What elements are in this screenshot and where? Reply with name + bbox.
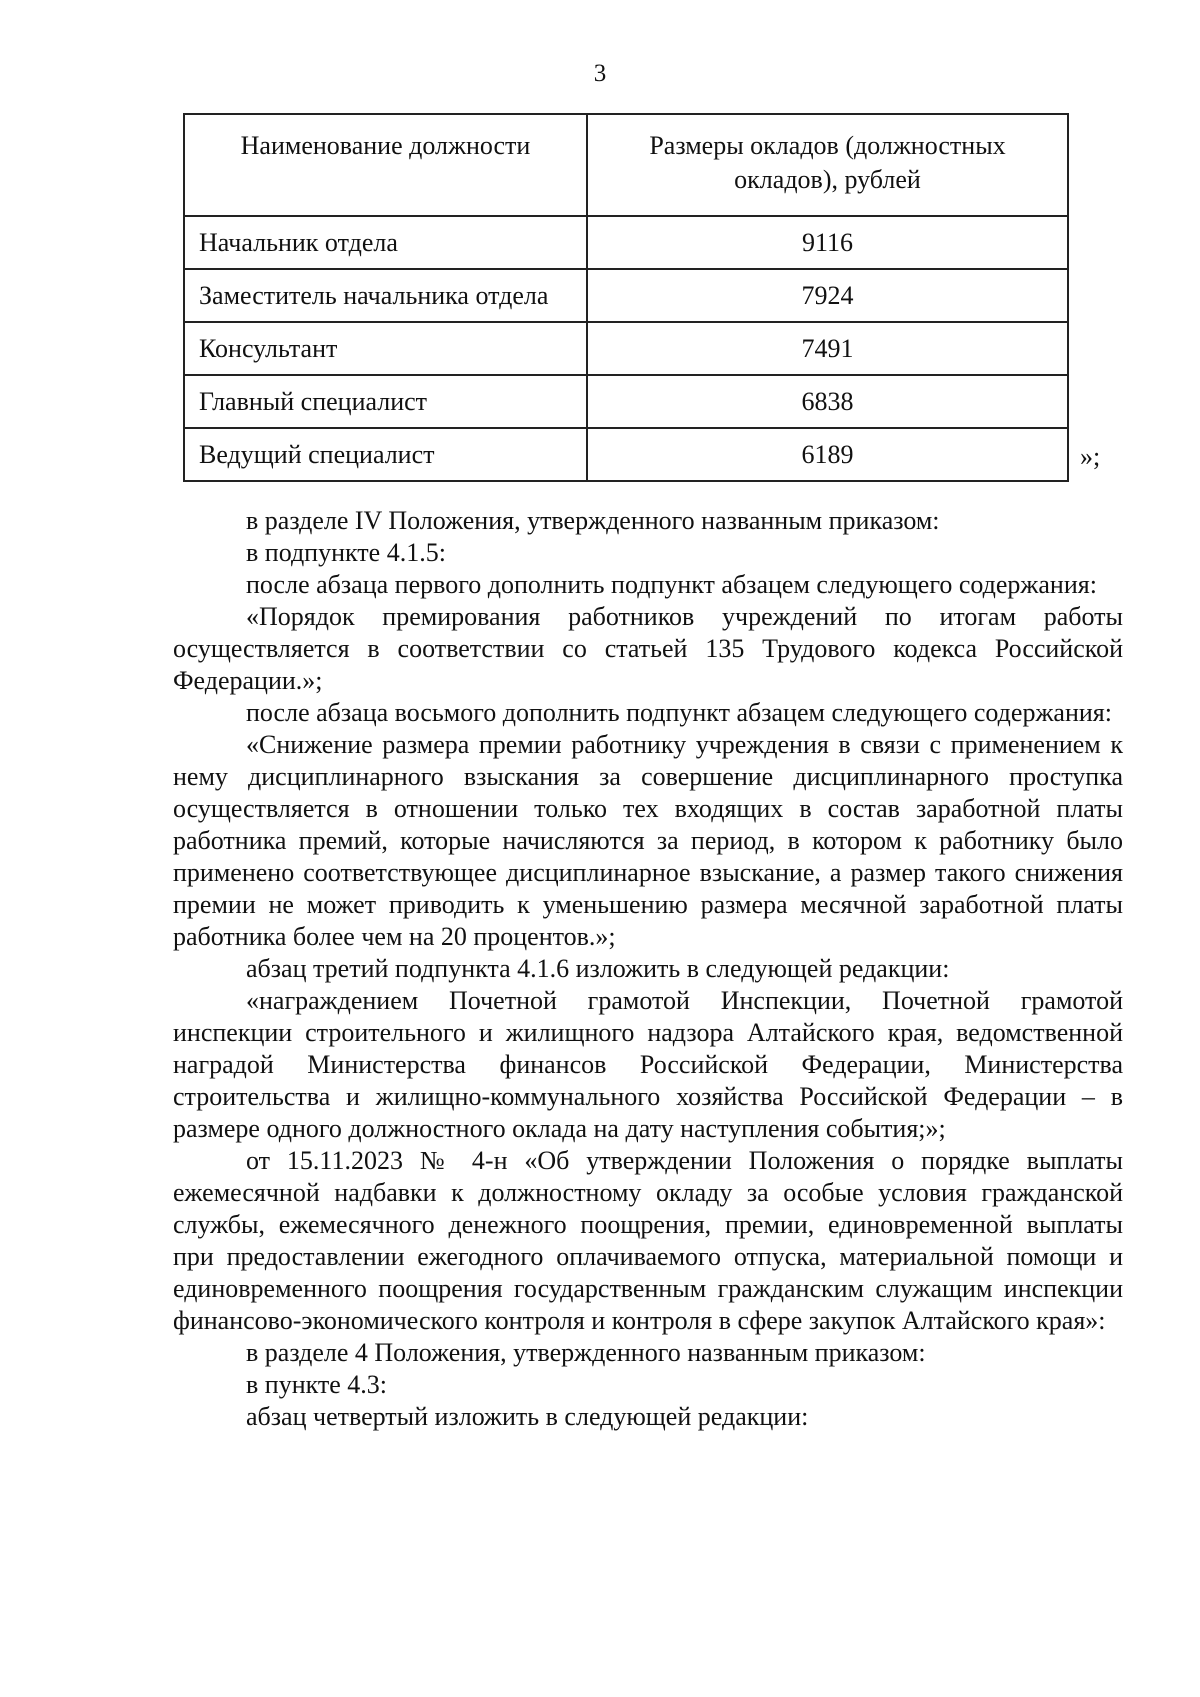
paragraph: в разделе IV Положения, утвержденного названным приказом:: [246, 506, 940, 535]
table-closing-quote: »;: [1080, 442, 1101, 471]
table-header-row: [184, 114, 1068, 216]
cell-salary: 7924: [587, 269, 1068, 322]
paragraph: «Порядок премирования работников учреждений по итогам работы осуществляется в соответствии со статьей 135 Трудового кодекса Российской Федерации.»;: [173, 602, 1123, 695]
paragraph: абзац третий подпункта 4.1.6 изложить в следующей редакции:: [246, 954, 950, 983]
cell-salary: 7491: [587, 322, 1068, 375]
paragraph: после абзаца восьмого дополнить подпункт абзацем следующего содержания:: [246, 698, 1112, 727]
cell-salary: 6838: [587, 375, 1068, 428]
table-row: [184, 269, 1068, 322]
table-row: [184, 322, 1068, 375]
paragraph: в подпункте 4.1.5:: [246, 538, 446, 567]
column-header-position: Наименование должности: [184, 114, 587, 216]
salary-table: [183, 113, 1069, 482]
paragraph: «Снижение размера премии работнику учреждения в связи с применением к нему дисциплинарного взыскания за совершение дисциплинарного проступка осуществляется в отношении только тех входящих в состав заработной платы работника премий, которые начисляются за период, в котором к работнику было применено соответствующее дисциплинарное взыскание, а размер такого снижения премии не может приводить к уменьшению размера месячной заработной платы работника более чем на 20 процентов.»;: [173, 730, 1123, 951]
cell-salary: 9116: [587, 216, 1068, 269]
document-body: [173, 505, 1123, 1433]
paragraph: в разделе 4 Положения, утвержденного названным приказом:: [246, 1338, 926, 1367]
cell-salary: 6189: [587, 428, 1068, 481]
column-header-salary: Размеры окладов (должностных окладов), рублей: [587, 114, 1068, 216]
paragraph: после абзаца первого дополнить подпункт абзацем следующего содержания:: [246, 570, 1097, 599]
page-number: 3: [593, 60, 607, 87]
cell-position: Заместитель начальника отдела: [184, 269, 587, 322]
table-row: [184, 375, 1068, 428]
paragraph: от 15.11.2023 № 4-н «Об утверждении Положения о порядке выплаты ежемесячной надбавки к должностному окладу за особые условия гражданской службы, ежемесячного денежного поощрения, премии, единовременной выплаты при предоставлении ежегодного оплачиваемого отпуска, материальной помощи и единовременного поощрения государственным гражданским служащим инспекции финансово-экономического контроля и контроля в сфере закупок Алтайского края»:: [173, 1146, 1123, 1335]
paragraph: «награждением Почетной грамотой Инспекции, Почетной грамотой инспекции строительного и жилищного надзора Алтайского края, ведомственной наградой Министерства финансов Российской Федерации, Министерства строительства и жилищно-коммунального хозяйства Российской Федерации – в размере одного должностного оклада на дату наступления события;»;: [173, 986, 1123, 1143]
table-row: [184, 216, 1068, 269]
table-row: [184, 428, 1068, 481]
paragraph: абзац четвертый изложить в следующей редакции:: [246, 1402, 809, 1431]
cell-position: Главный специалист: [184, 375, 587, 428]
cell-position: Консультант: [184, 322, 587, 375]
paragraph: в пункте 4.3:: [246, 1370, 388, 1399]
cell-position: Ведущий специалист: [184, 428, 587, 481]
cell-position: Начальник отдела: [184, 216, 587, 269]
